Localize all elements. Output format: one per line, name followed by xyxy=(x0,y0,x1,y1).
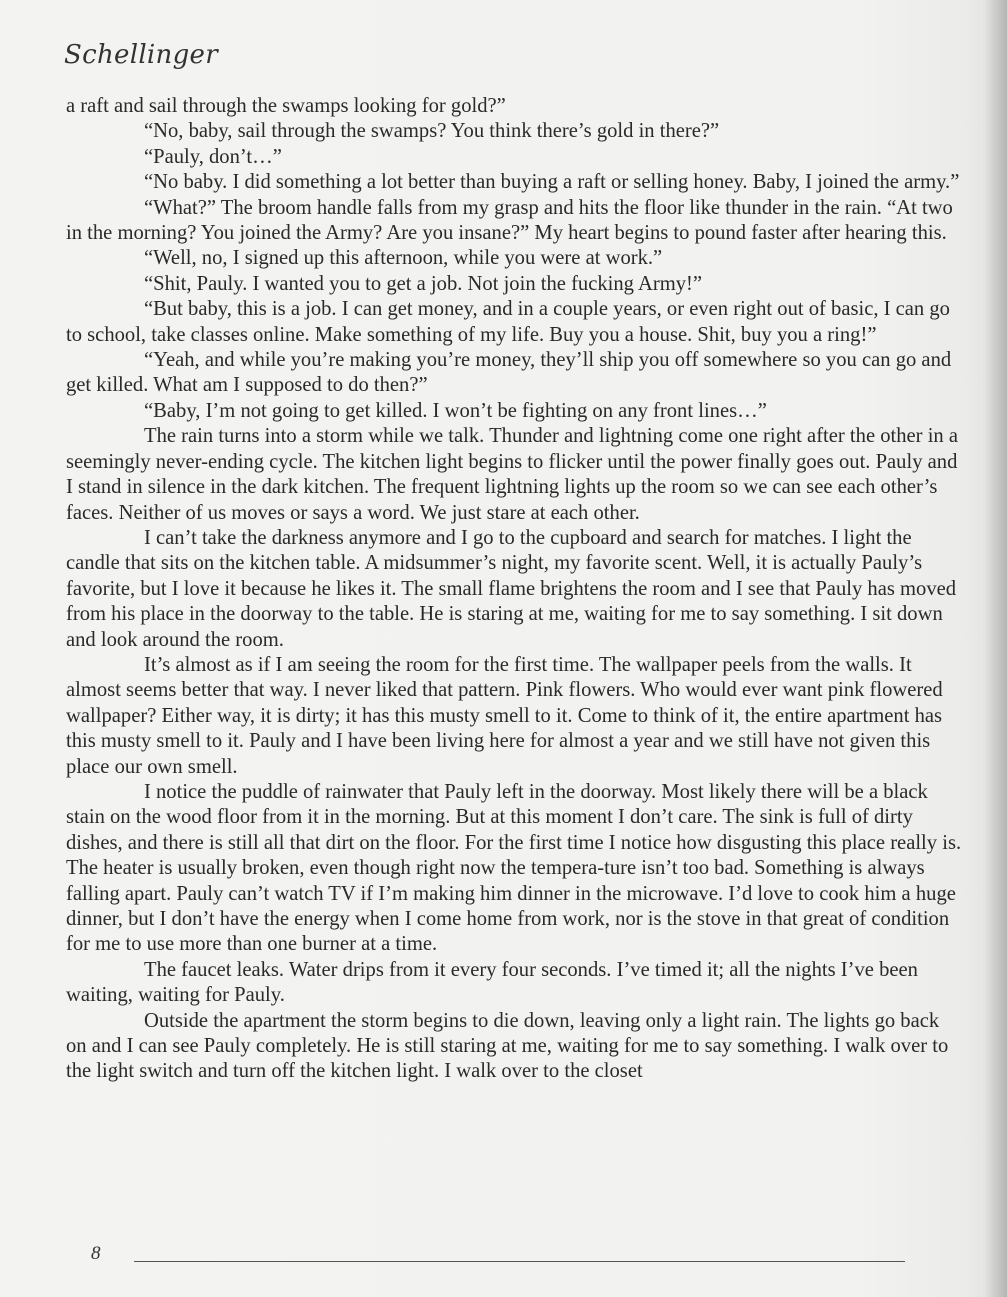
paragraph: “What?” The broom handle falls from my grasp and hits the floor like thunder in the rain. “At two in the morning? You joined the Army? Are you insane?” My heart begins to pound faster after hearing this. xyxy=(66,196,953,245)
running-header-author: Schellinger xyxy=(64,40,218,70)
page-number: 8 xyxy=(91,1243,101,1264)
paragraph: I can’t take the darkness anymore and I go to the cupboard and search for matches. I light the candle that sits on the kitchen table. A midsummer’s night, my favorite scent. Well, it is actually Pauly’s favorite, but I love it because he likes it. The small flame brightens the room and I see that Pauly has moved from his place in the doorway to the table. He is staring at me, waiting for me to say something. I sit down and look around the room. xyxy=(66,526,957,651)
paragraph: Outside the apartment the storm begins to die down, leaving only a light rain. The lights go back on and I can see Pauly completely. He is still staring at me, waiting for me to say something. I walk over to the light switch and turn off the kitchen light. I walk over to the closet xyxy=(66,1009,949,1083)
paragraph: “No, baby, sail through the swamps? You think there’s gold in there?” xyxy=(144,120,720,143)
story-body xyxy=(66,94,964,1085)
paragraph: “Yeah, and while you’re making you’re money, they’ll ship you off somewhere so you can go and get killed. What am I supposed to do then?” xyxy=(66,349,952,397)
paragraph: The rain turns into a storm while we talk. Thunder and lightning come one right after the other in a seemingly never-ending cycle. The kitchen light begins to flicker until the power finally goes out. Pauly and I stand in silence in the dark kitchen. The frequent lightning lights up the room so we can see each other’s faces. Neither of us moves or says a word. We just stare at each other. xyxy=(66,425,958,524)
paragraph: “Pauly, don’t…” xyxy=(144,145,282,168)
book-spine-shadow xyxy=(985,0,1007,1297)
paragraph: “No baby. I did something a lot better than buying a raft or selling honey. Baby, I joined the army.” xyxy=(144,171,960,194)
paragraph: “Well, no, I signed up this afternoon, while you were at work.” xyxy=(144,247,663,270)
footer-rule xyxy=(134,1261,905,1262)
paragraph: “But baby, this is a job. I can get money, and in a couple years, or even right out of basic, I can go to school, take classes online. Make something of my life. Buy you a house. Shit, buy you a ring!” xyxy=(66,298,950,346)
paragraph: a raft and sail through the swamps looking for gold?” xyxy=(66,95,506,117)
paragraph: The faucet leaks. Water drips from it every four seconds. I’ve timed it; all the nights I’ve been waiting, waiting for Pauly. xyxy=(66,958,918,1007)
paragraph: “Shit, Pauly. I wanted you to get a job. Not join the fucking Army!” xyxy=(144,272,703,295)
paragraph: “Baby, I’m not going to get killed. I won’t be fighting on any front lines…” xyxy=(144,399,767,422)
paragraph: I notice the puddle of rainwater that Pauly left in the doorway. Most likely there will be a black stain on the wood floor from it in the morning. But at this moment I don’t care. The sink is full of dirty dishes, and there is still all that dirt on the floor. For the first time I notice how disgusting this place really is. The heater is usually broken, even though right now the tempera-ture isn’t too bad. Something is always falling apart. Pauly can’t watch TV if I’m making him dinner in the microwave. I’d love to cook him a huge dinner, but I don’t have the energy when I come home from work, nor is the stove in that great of condition for me to use more than one burner at a time. xyxy=(66,780,962,956)
paragraph: It’s almost as if I am seeing the room for the first time. The wallpaper peels from the walls. It almost seems better that way. I never liked that pattern. Pink flowers. Who would ever want pink flowered wallpaper? Either way, it is dirty; it has this musty smell to it. Come to think of it, the entire apartment has this musty smell to it. Pauly and I have been living here for almost a year and we still have not given this place our own smell. xyxy=(66,653,943,778)
